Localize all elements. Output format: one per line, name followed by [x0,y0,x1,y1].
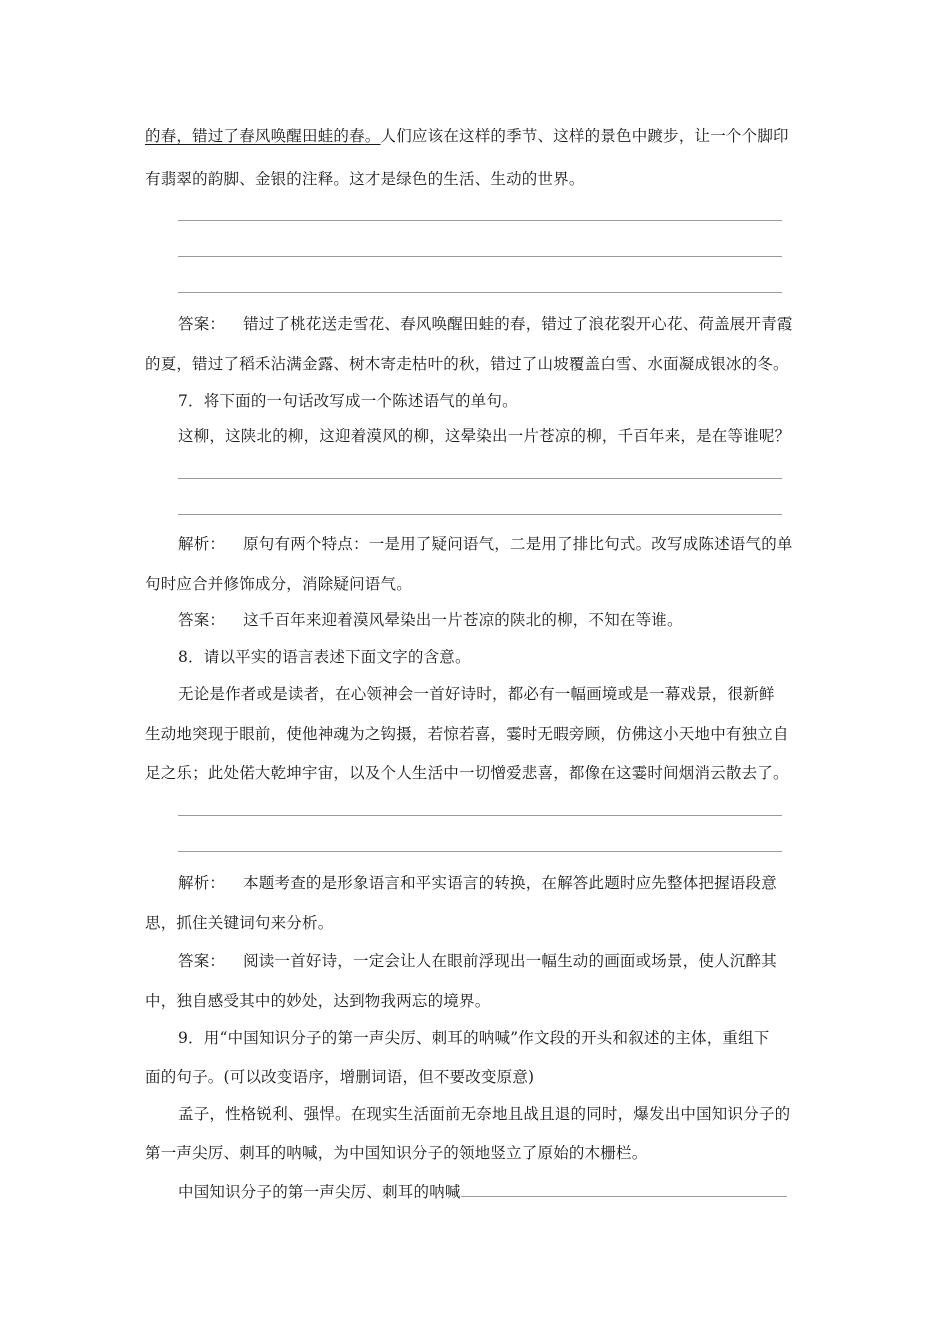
q6-answer-rule-3 [178,292,782,293]
q7-answer-label: 答案： [178,611,226,629]
q9-prompt-text: 中国知识分子的第一声尖厉、刺耳的呐喊 [178,1183,461,1201]
q7-analysis-line2: 句时应合并修饰成分，消除疑问语气。 [145,575,412,593]
q8-answer-label: 答案： [178,952,226,970]
q6-passage-line1 [145,125,815,147]
q8-analysis-label: 解析： [178,874,226,892]
q8-answer-text1: 阅读一首好诗，一定会让人在眼前浮现出一幅生动的画面或场景，使人沉醉其 [243,952,777,970]
q8-source-line2: 生动地突现于眼前，使他神魂为之钩摄，若惊若喜，霎时无暇旁顾，仿佛这小天地中有独立自 [145,725,789,743]
q7-analysis-line1 [178,533,815,555]
q9-question-line2: 面的句子。(可以改变语序，增删词语，但不要改变原意) [145,1068,535,1086]
q9-question-line1: 9．用“中国知识分子的第一声尖厉、刺耳的呐喊”作文段的开头和叙述的主体，重组下 [178,1029,770,1047]
q8-source-line3: 足之乐；此处偌大乾坤宇宙，以及个人生活中一切憎爱悲喜，都像在这霎时间烟消云散去了。 [145,764,789,782]
q8-answer-rule-1 [178,815,782,816]
q6-answer-line2: 的夏，错过了稻禾沾满金露、树木寄走枯叶的秋，错过了山坡覆盖白雪、水面凝成银冰的冬。 [145,355,789,373]
q7-answer-rule-1 [178,478,782,479]
q8-analysis-line1 [178,872,815,894]
q7-analysis-label: 解析： [178,535,226,553]
q8-answer-line2: 中，独自感受其中的妙处，达到物我两忘的境界。 [145,992,491,1010]
q6-answer-label: 答案： [178,315,226,333]
q8-analysis-text1: 本题考查的是形象语言和平实语言的转换，在解答此题时应先整体把握语段意 [243,874,777,892]
q7-answer-rule-2 [178,514,782,515]
q6-passage-rest: 人们应该在这样的季节、这样的景色中踱步，让一个个脚印 [380,127,789,145]
q6-answer-text1: 错过了桃花送走雪花、春风唤醒田蛙的春，错过了浪花裂开心花、荷盖展开青霞 [243,315,793,333]
q9-answer-blank [461,1180,787,1197]
q7-answer-line [178,609,815,631]
q8-question: 8．请以平实的语言表述下面文字的含意。 [178,648,471,666]
q6-passage-line2: 有翡翠的韵脚、金银的注释。这才是绿色的生活、生动的世界。 [145,170,585,188]
q9-source-line1: 孟子，性格锐利、强悍。在现实生活面前无奈地且战且退的同时，爆发出中国知识分子的 [178,1105,791,1123]
q6-answer-line1 [178,313,815,335]
q8-answer-line1 [178,950,815,972]
q8-answer-rule-2 [178,851,782,852]
q7-analysis-text1: 原句有两个特点：一是用了疑问语气，二是用了排比句式。改写成陈述语气的单 [243,535,793,553]
q6-answer-rule-2 [178,256,782,257]
q6-answer-rule-1 [178,220,782,221]
q8-analysis-line2: 思，抓住关键词句来分析。 [145,914,334,932]
q7-answer-text: 这千百年来迎着漠风晕染出一片苍凉的陕北的柳，不知在等谁。 [243,611,683,629]
q7-source: 这柳，这陕北的柳，这迎着漠风的柳，这晕染出一片苍凉的柳，千百年来，是在等谁呢？ [178,427,791,445]
q9-source-line2: 第一声尖厉、刺耳的呐喊，为中国知识分子的领地竖立了原始的木栅栏。 [145,1144,648,1162]
q8-source-line1: 无论是作者或是读者，在心领神会一首好诗时，都必有一幅画境或是一幕戏景，很新鲜 [178,685,775,703]
q9-prompt-line [178,1180,815,1203]
q6-underlined-text: 的春，错过了春风唤醒田蛙的春。 [145,127,381,145]
q7-question: 7．将下面的一句话改写成一个陈述语气的单句。 [178,392,518,410]
